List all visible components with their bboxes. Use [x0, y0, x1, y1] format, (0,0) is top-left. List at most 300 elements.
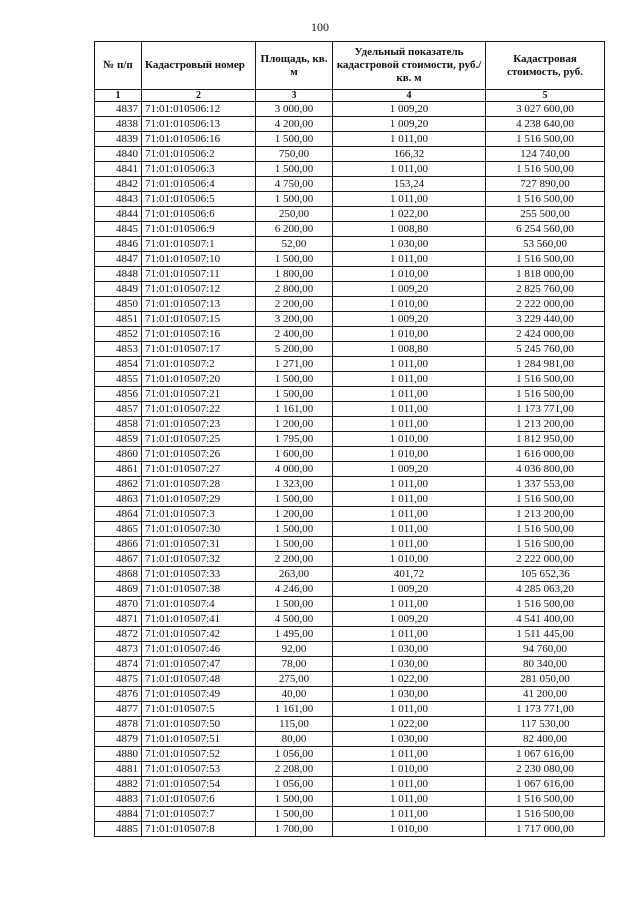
area-cell: 2 208,00 [256, 762, 333, 777]
table-row [95, 537, 605, 552]
table-row [95, 627, 605, 642]
cadastral-number-cell: 71:01:010506:6 [142, 207, 256, 222]
table-body [95, 102, 605, 837]
area-cell: 1 500,00 [256, 372, 333, 387]
cadastral-number-cell: 71:01:010507:52 [142, 747, 256, 762]
area-cell: 1 700,00 [256, 822, 333, 837]
row-number-cell: 4844 [95, 207, 142, 222]
row-number-cell: 4869 [95, 582, 142, 597]
specific-value-cell: 1 010,00 [333, 447, 486, 462]
cadastral-value-cell: 4 238 640,00 [486, 117, 605, 132]
table-row [95, 747, 605, 762]
area-cell: 1 500,00 [256, 597, 333, 612]
area-cell: 1 795,00 [256, 432, 333, 447]
table-row [95, 792, 605, 807]
specific-value-cell: 1 011,00 [333, 162, 486, 177]
cadastral-number-cell: 71:01:010506:16 [142, 132, 256, 147]
area-cell: 2 400,00 [256, 327, 333, 342]
specific-value-cell: 1 011,00 [333, 252, 486, 267]
specific-value-cell: 1 008,80 [333, 222, 486, 237]
cadastral-value-cell: 2 222 000,00 [486, 297, 605, 312]
specific-value-cell: 401,72 [333, 567, 486, 582]
row-number-cell: 4885 [95, 822, 142, 837]
specific-value-cell: 1 030,00 [333, 237, 486, 252]
area-cell: 1 500,00 [256, 522, 333, 537]
table-row [95, 192, 605, 207]
cadastral-number-cell: 71:01:010507:16 [142, 327, 256, 342]
table-row [95, 642, 605, 657]
cadastral-value-cell: 1 213 200,00 [486, 417, 605, 432]
page-number: 100 [311, 20, 329, 34]
cadastral-value-cell: 727 890,00 [486, 177, 605, 192]
table-row [95, 432, 605, 447]
table-row [95, 282, 605, 297]
area-cell: 1 500,00 [256, 387, 333, 402]
specific-value-cell: 1 009,20 [333, 612, 486, 627]
table-row [95, 807, 605, 822]
specific-value-cell: 1 011,00 [333, 747, 486, 762]
row-number-cell: 4856 [95, 387, 142, 402]
cadastral-number-cell: 71:01:010507:49 [142, 687, 256, 702]
header-cadastral-value: Кадастровая стоимость, руб. [486, 42, 605, 90]
cadastral-value-cell: 1 516 500,00 [486, 522, 605, 537]
cadastral-number-cell: 71:01:010507:22 [142, 402, 256, 417]
cadastral-value-cell: 117 530,00 [486, 717, 605, 732]
area-cell: 263,00 [256, 567, 333, 582]
specific-value-cell: 1 009,20 [333, 117, 486, 132]
specific-value-cell: 1 011,00 [333, 357, 486, 372]
cadastral-number-cell: 71:01:010507:26 [142, 447, 256, 462]
row-number-cell: 4876 [95, 687, 142, 702]
row-number-cell: 4871 [95, 612, 142, 627]
cadastral-value-cell: 1 516 500,00 [486, 597, 605, 612]
row-number-cell: 4857 [95, 402, 142, 417]
cadastral-number-cell: 71:01:010507:11 [142, 267, 256, 282]
area-cell: 1 323,00 [256, 477, 333, 492]
table-row [95, 492, 605, 507]
table-row [95, 102, 605, 117]
cadastral-number-cell: 71:01:010507:30 [142, 522, 256, 537]
header-area: Площадь, кв. м [256, 42, 333, 90]
specific-value-cell: 1 010,00 [333, 552, 486, 567]
cadastral-number-cell: 71:01:010507:47 [142, 657, 256, 672]
cadastral-value-cell: 1 284 981,00 [486, 357, 605, 372]
cadastral-value-cell: 2 222 000,00 [486, 552, 605, 567]
table-row [95, 402, 605, 417]
cadastral-value-cell: 82 400,00 [486, 732, 605, 747]
cadastral-number-cell: 71:01:010506:2 [142, 147, 256, 162]
cadastral-number-cell: 71:01:010507:31 [142, 537, 256, 552]
table-row [95, 237, 605, 252]
area-cell: 6 200,00 [256, 222, 333, 237]
table-row [95, 657, 605, 672]
specific-value-cell: 1 008,80 [333, 342, 486, 357]
row-number-cell: 4849 [95, 282, 142, 297]
cadastral-value-cell: 1 812 950,00 [486, 432, 605, 447]
area-cell: 1 500,00 [256, 252, 333, 267]
cadastral-value-cell: 1 516 500,00 [486, 252, 605, 267]
column-number-row [95, 90, 605, 102]
area-cell: 4 500,00 [256, 612, 333, 627]
cadastral-value-cell: 1 616 000,00 [486, 447, 605, 462]
cadastral-value-cell: 3 027 600,00 [486, 102, 605, 117]
cadastral-value-cell: 124 740,00 [486, 147, 605, 162]
column-number: 5 [486, 90, 605, 102]
area-cell: 1 161,00 [256, 702, 333, 717]
table-row [95, 162, 605, 177]
table-row [95, 822, 605, 837]
cadastral-value-cell: 2 230 080,00 [486, 762, 605, 777]
table-row [95, 147, 605, 162]
row-number-cell: 4860 [95, 447, 142, 462]
cadastral-number-cell: 71:01:010507:29 [142, 492, 256, 507]
row-number-cell: 4846 [95, 237, 142, 252]
cadastral-number-cell: 71:01:010507:17 [142, 342, 256, 357]
cadastral-number-cell: 71:01:010507:8 [142, 822, 256, 837]
table-row [95, 312, 605, 327]
cadastral-number-cell: 71:01:010507:54 [142, 777, 256, 792]
area-cell: 1 800,00 [256, 267, 333, 282]
row-number-cell: 4880 [95, 747, 142, 762]
area-cell: 275,00 [256, 672, 333, 687]
cadastral-value-cell: 1 337 553,00 [486, 477, 605, 492]
cadastral-value-cell: 105 652,36 [486, 567, 605, 582]
cadastral-value-cell: 1 067 616,00 [486, 777, 605, 792]
cadastral-value-cell: 1 516 500,00 [486, 192, 605, 207]
table-row [95, 552, 605, 567]
table-row [95, 372, 605, 387]
cadastral-value-cell: 1 516 500,00 [486, 537, 605, 552]
specific-value-cell: 1 011,00 [333, 417, 486, 432]
row-number-cell: 4872 [95, 627, 142, 642]
specific-value-cell: 1 011,00 [333, 477, 486, 492]
area-cell: 1 495,00 [256, 627, 333, 642]
specific-value-cell: 1 011,00 [333, 132, 486, 147]
specific-value-cell: 1 011,00 [333, 372, 486, 387]
specific-value-cell: 1 011,00 [333, 777, 486, 792]
specific-value-cell: 1 009,20 [333, 312, 486, 327]
area-cell: 1 056,00 [256, 747, 333, 762]
area-cell: 115,00 [256, 717, 333, 732]
row-number-cell: 4838 [95, 117, 142, 132]
cadastral-value-cell: 5 245 760,00 [486, 342, 605, 357]
specific-value-cell: 1 009,20 [333, 462, 486, 477]
specific-value-cell: 1 010,00 [333, 267, 486, 282]
table-row [95, 327, 605, 342]
area-cell: 40,00 [256, 687, 333, 702]
area-cell: 250,00 [256, 207, 333, 222]
cadastral-value-cell: 255 500,00 [486, 207, 605, 222]
area-cell: 80,00 [256, 732, 333, 747]
specific-value-cell: 1 011,00 [333, 792, 486, 807]
row-number-cell: 4875 [95, 672, 142, 687]
cadastral-value-cell: 1 173 771,00 [486, 702, 605, 717]
cadastral-value-cell: 1 516 500,00 [486, 387, 605, 402]
cadastral-value-cell: 80 340,00 [486, 657, 605, 672]
cadastral-value-cell: 94 760,00 [486, 642, 605, 657]
table-row [95, 507, 605, 522]
cadastral-number-cell: 71:01:010507:20 [142, 372, 256, 387]
cadastral-value-cell: 4 285 063,20 [486, 582, 605, 597]
area-cell: 78,00 [256, 657, 333, 672]
cadastral-number-cell: 71:01:010507:1 [142, 237, 256, 252]
cadastral-value-cell: 1 173 771,00 [486, 402, 605, 417]
specific-value-cell: 1 011,00 [333, 522, 486, 537]
table-row [95, 297, 605, 312]
row-number-cell: 4883 [95, 792, 142, 807]
cadastral-value-cell: 1 511 445,00 [486, 627, 605, 642]
cadastral-number-cell: 71:01:010507:32 [142, 552, 256, 567]
cadastral-number-cell: 71:01:010506:13 [142, 117, 256, 132]
row-number-cell: 4840 [95, 147, 142, 162]
area-cell: 1 500,00 [256, 162, 333, 177]
specific-value-cell: 1 030,00 [333, 657, 486, 672]
row-number-cell: 4842 [95, 177, 142, 192]
cadastral-number-cell: 71:01:010507:10 [142, 252, 256, 267]
area-cell: 1 500,00 [256, 132, 333, 147]
row-number-cell: 4868 [95, 567, 142, 582]
row-number-cell: 4848 [95, 267, 142, 282]
table-row [95, 117, 605, 132]
cadastral-number-cell: 71:01:010507:38 [142, 582, 256, 597]
cadastral-value-cell: 1 067 616,00 [486, 747, 605, 762]
cadastral-number-cell: 71:01:010507:27 [142, 462, 256, 477]
table-row [95, 357, 605, 372]
table-header [95, 42, 605, 102]
cadastral-number-cell: 71:01:010507:48 [142, 672, 256, 687]
cadastral-value-cell: 1 516 500,00 [486, 162, 605, 177]
cadastral-number-cell: 71:01:010507:41 [142, 612, 256, 627]
cadastral-value-cell: 1 516 500,00 [486, 807, 605, 822]
table-row [95, 702, 605, 717]
cadastral-number-cell: 71:01:010506:12 [142, 102, 256, 117]
specific-value-cell: 1 022,00 [333, 717, 486, 732]
area-cell: 1 500,00 [256, 192, 333, 207]
cadastral-number-cell: 71:01:010507:28 [142, 477, 256, 492]
cadastral-number-cell: 71:01:010506:5 [142, 192, 256, 207]
row-number-cell: 4864 [95, 507, 142, 522]
row-number-cell: 4861 [95, 462, 142, 477]
header-row [95, 42, 605, 90]
area-cell: 2 200,00 [256, 552, 333, 567]
cadastral-value-cell: 4 036 800,00 [486, 462, 605, 477]
table-row [95, 567, 605, 582]
row-number-cell: 4884 [95, 807, 142, 822]
cadastral-number-cell: 71:01:010507:2 [142, 357, 256, 372]
row-number-cell: 4851 [95, 312, 142, 327]
cadastral-value-cell: 41 200,00 [486, 687, 605, 702]
area-cell: 2 800,00 [256, 282, 333, 297]
specific-value-cell: 1 011,00 [333, 597, 486, 612]
cadastral-number-cell: 71:01:010507:3 [142, 507, 256, 522]
column-number: 4 [333, 90, 486, 102]
row-number-cell: 4866 [95, 537, 142, 552]
area-cell: 1 200,00 [256, 417, 333, 432]
area-cell: 92,00 [256, 642, 333, 657]
specific-value-cell: 1 011,00 [333, 537, 486, 552]
table-row [95, 687, 605, 702]
cadastral-number-cell: 71:01:010507:7 [142, 807, 256, 822]
row-number-cell: 4858 [95, 417, 142, 432]
cadastral-value-cell: 3 229 440,00 [486, 312, 605, 327]
area-cell: 3 200,00 [256, 312, 333, 327]
specific-value-cell: 1 011,00 [333, 192, 486, 207]
area-cell: 1 500,00 [256, 807, 333, 822]
cadastral-value-cell: 1 516 500,00 [486, 492, 605, 507]
table-row [95, 612, 605, 627]
cadastral-value-cell: 53 560,00 [486, 237, 605, 252]
area-cell: 4 246,00 [256, 582, 333, 597]
row-number-cell: 4870 [95, 597, 142, 612]
cadastral-number-cell: 71:01:010506:9 [142, 222, 256, 237]
cadastral-number-cell: 71:01:010507:53 [142, 762, 256, 777]
area-cell: 3 000,00 [256, 102, 333, 117]
cadastral-number-cell: 71:01:010507:23 [142, 417, 256, 432]
cadastral-number-cell: 71:01:010507:51 [142, 732, 256, 747]
row-number-cell: 4865 [95, 522, 142, 537]
cadastral-number-cell: 71:01:010507:12 [142, 282, 256, 297]
column-number: 1 [95, 90, 142, 102]
cadastral-number-cell: 71:01:010507:6 [142, 792, 256, 807]
specific-value-cell: 1 010,00 [333, 297, 486, 312]
cadastral-number-cell: 71:01:010507:5 [142, 702, 256, 717]
area-cell: 1 271,00 [256, 357, 333, 372]
specific-value-cell: 1 022,00 [333, 207, 486, 222]
row-number-cell: 4867 [95, 552, 142, 567]
table-row [95, 462, 605, 477]
specific-value-cell: 1 010,00 [333, 432, 486, 447]
row-number-cell: 4878 [95, 717, 142, 732]
cadastral-value-table [94, 41, 605, 837]
table-row [95, 207, 605, 222]
area-cell: 52,00 [256, 237, 333, 252]
header-specific-value: Удельный показатель кадастровой стоимости, руб./кв. м [333, 42, 486, 90]
specific-value-cell: 1 011,00 [333, 627, 486, 642]
row-number-cell: 4847 [95, 252, 142, 267]
cadastral-number-cell: 71:01:010507:50 [142, 717, 256, 732]
cadastral-number-cell: 71:01:010507:15 [142, 312, 256, 327]
cadastral-number-cell: 71:01:010507:33 [142, 567, 256, 582]
row-number-cell: 4845 [95, 222, 142, 237]
table-row [95, 597, 605, 612]
cadastral-number-cell: 71:01:010507:21 [142, 387, 256, 402]
row-number-cell: 4877 [95, 702, 142, 717]
row-number-cell: 4881 [95, 762, 142, 777]
area-cell: 1 056,00 [256, 777, 333, 792]
specific-value-cell: 1 010,00 [333, 762, 486, 777]
specific-value-cell: 1 011,00 [333, 387, 486, 402]
cadastral-number-cell: 71:01:010506:4 [142, 177, 256, 192]
row-number-cell: 4882 [95, 777, 142, 792]
cadastral-value-cell: 1 717 000,00 [486, 822, 605, 837]
area-cell: 1 600,00 [256, 447, 333, 462]
table-row [95, 777, 605, 792]
specific-value-cell: 166,32 [333, 147, 486, 162]
area-cell: 1 500,00 [256, 492, 333, 507]
row-number-cell: 4839 [95, 132, 142, 147]
area-cell: 4 200,00 [256, 117, 333, 132]
specific-value-cell: 1 009,20 [333, 102, 486, 117]
area-cell: 750,00 [256, 147, 333, 162]
table-row [95, 672, 605, 687]
column-number: 2 [142, 90, 256, 102]
cadastral-value-cell: 4 541 400,00 [486, 612, 605, 627]
specific-value-cell: 1 009,20 [333, 282, 486, 297]
specific-value-cell: 1 030,00 [333, 642, 486, 657]
area-cell: 1 500,00 [256, 537, 333, 552]
cadastral-value-cell: 1 516 500,00 [486, 132, 605, 147]
specific-value-cell: 1 011,00 [333, 702, 486, 717]
header-row-number: № п/п [95, 42, 142, 90]
specific-value-cell: 1 030,00 [333, 687, 486, 702]
row-number-cell: 4879 [95, 732, 142, 747]
table-row [95, 477, 605, 492]
header-cadastral-number: Кадастровый номер [142, 42, 256, 90]
specific-value-cell: 1 011,00 [333, 492, 486, 507]
table-row [95, 267, 605, 282]
cadastral-value-cell: 1 516 500,00 [486, 372, 605, 387]
cadastral-number-cell: 71:01:010507:13 [142, 297, 256, 312]
table-row [95, 522, 605, 537]
row-number-cell: 4841 [95, 162, 142, 177]
column-number: 3 [256, 90, 333, 102]
cadastral-number-cell: 71:01:010506:3 [142, 162, 256, 177]
table-row [95, 417, 605, 432]
specific-value-cell: 1 009,20 [333, 582, 486, 597]
specific-value-cell: 1 010,00 [333, 327, 486, 342]
table-row [95, 252, 605, 267]
specific-value-cell: 1 011,00 [333, 807, 486, 822]
cadastral-number-cell: 71:01:010507:42 [142, 627, 256, 642]
area-cell: 4 750,00 [256, 177, 333, 192]
specific-value-cell: 1 011,00 [333, 402, 486, 417]
cadastral-value-cell: 1 516 500,00 [486, 792, 605, 807]
cadastral-value-cell: 2 825 760,00 [486, 282, 605, 297]
area-cell: 2 200,00 [256, 297, 333, 312]
specific-value-cell: 1 011,00 [333, 507, 486, 522]
row-number-cell: 4837 [95, 102, 142, 117]
table-row [95, 582, 605, 597]
table-row [95, 222, 605, 237]
row-number-cell: 4873 [95, 642, 142, 657]
table-row [95, 732, 605, 747]
cadastral-value-cell: 6 254 560,00 [486, 222, 605, 237]
row-number-cell: 4862 [95, 477, 142, 492]
area-cell: 1 500,00 [256, 792, 333, 807]
cadastral-value-cell: 1 818 000,00 [486, 267, 605, 282]
specific-value-cell: 153,24 [333, 177, 486, 192]
row-number-cell: 4853 [95, 342, 142, 357]
row-number-cell: 4843 [95, 192, 142, 207]
specific-value-cell: 1 022,00 [333, 672, 486, 687]
specific-value-cell: 1 030,00 [333, 732, 486, 747]
table-row [95, 762, 605, 777]
specific-value-cell: 1 010,00 [333, 822, 486, 837]
table-row [95, 717, 605, 732]
row-number-cell: 4874 [95, 657, 142, 672]
area-cell: 5 200,00 [256, 342, 333, 357]
cadastral-value-cell: 2 424 000,00 [486, 327, 605, 342]
cadastral-number-cell: 71:01:010507:25 [142, 432, 256, 447]
cadastral-number-cell: 71:01:010507:46 [142, 642, 256, 657]
area-cell: 1 200,00 [256, 507, 333, 522]
row-number-cell: 4855 [95, 372, 142, 387]
table-row [95, 132, 605, 147]
cadastral-value-cell: 1 213 200,00 [486, 507, 605, 522]
table-row [95, 387, 605, 402]
cadastral-value-cell: 281 050,00 [486, 672, 605, 687]
table-row [95, 447, 605, 462]
